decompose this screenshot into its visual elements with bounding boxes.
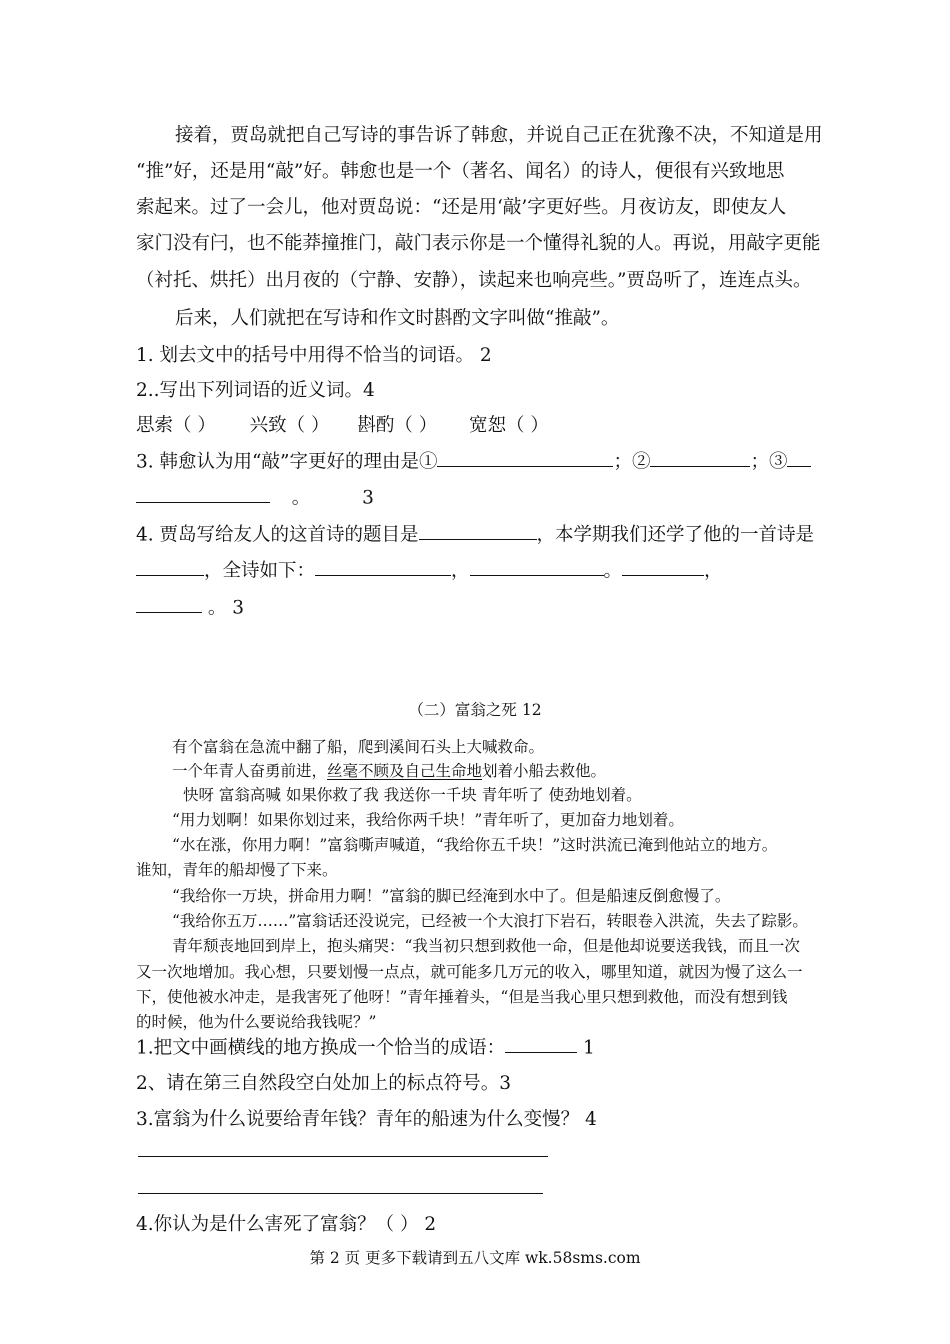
story-question-4: 4.你认为是什么害死了富翁？（ ） 2	[136, 1214, 437, 1235]
q3-sep1: ；②	[613, 451, 651, 473]
synonym-word-3: 斟酌（ ）	[357, 415, 438, 436]
story-question-1	[136, 1033, 595, 1059]
question-1: 1. 划去文中的括号中用得不恰当的词语。 2	[136, 345, 492, 366]
story-p8-line1: 青年颓丧地回到岸上，抱头痛哭：“我当初只想到救他一命，但是他却说要送我钱，而且一次	[172, 937, 800, 955]
story-p3: 快呀 富翁高喊 如果你救了我 我送你一千块 青年听了 使劲地划着。	[183, 786, 642, 804]
q4-comma2: ，	[704, 560, 723, 582]
answer-blank-4f[interactable]	[136, 593, 202, 613]
answer-blank-3b[interactable]	[650, 447, 750, 467]
story-p2	[172, 759, 606, 781]
passage-line-3: 索起来。过了一会儿，他对贾岛说：“还是用‘敲’字更好些。月夜访友，即使友人	[136, 197, 787, 218]
story-question-1-text: 1.把文中画横线的地方换成一个恰当的成语：	[136, 1037, 506, 1059]
story-p7: “我给你五万……”富翁话还没说完，已经被一个大浪打下岩石，转眼卷入洪流，失去了踪影。	[172, 912, 808, 930]
answer-blank-4e[interactable]	[622, 556, 704, 576]
passage-line-4: 家门没有闩，也不能莽撞推门，敲门表示你是一个懂得礼貌的人。再说，用敲字更能	[136, 233, 821, 254]
story-p5-line2: 谁知，青年的船却慢了下来。	[136, 861, 338, 879]
story-p1: 有个富翁在急流中翻了船，爬到溪间石头上大喊救命。	[172, 738, 545, 756]
story-p8-line3: 下，使他被水冲走，是我害死了他呀！”青年捶着头，“但是当我心里只想到救他，而没有想到钱	[136, 988, 788, 1006]
question-3	[136, 447, 811, 473]
question-2: 2..写出下列词语的近义词。4	[136, 380, 375, 401]
q4-score: 3	[232, 597, 245, 619]
answer-blank-4d[interactable]	[470, 556, 604, 576]
story-p2-before: 一个年青人奋勇前进，	[172, 762, 328, 780]
q3-sep2: ；③	[750, 451, 788, 473]
story-p2-after: 划着小船去救他。	[482, 762, 607, 780]
passage-line-6: 后来，人们就把在写诗和作文时斟酌文字叫做“推敲”。	[175, 308, 620, 329]
story-p2-underlined: 丝毫不顾及自己生命地	[327, 762, 483, 780]
story-p6: “我给你一万块，拼命用力啊！”富翁的脚已经淹到水中了。但是船速反倒愈慢了。	[172, 887, 731, 905]
answer-blank-4a[interactable]	[419, 520, 537, 540]
answer-line-2[interactable]	[138, 1193, 543, 1194]
synonym-word-1: 思索（ ）	[136, 415, 216, 436]
section-2-title: （二）富翁之死 12	[408, 701, 542, 719]
answer-blank-3a[interactable]	[437, 447, 613, 467]
story-p4: “用力划啊！如果你划过来，我给你两千块！”青年听了，更加奋力地划着。	[172, 811, 684, 829]
story-p8-line4: 的时候，他为什么要说给我钱呢？”	[136, 1013, 377, 1031]
passage-line-1: 接着，贾岛就把自己写诗的事告诉了韩愈，并说自己正在犹豫不决，不知道是用	[175, 125, 823, 146]
q4-period: 。	[603, 560, 623, 582]
question-4-line3	[136, 593, 244, 619]
story-question-1-score: 1	[583, 1037, 595, 1059]
answer-blank-idiom[interactable]	[505, 1033, 577, 1053]
page-footer: 第 2 页 更多下载请到五八文库 wk.58sms.com	[309, 1249, 641, 1267]
synonym-row	[136, 411, 549, 437]
answer-blank-4b[interactable]	[136, 556, 204, 576]
synonym-word-2: 兴致（ ）	[249, 415, 330, 436]
question-4-text: 4. 贾岛写给友人的这首诗的题目是	[136, 524, 419, 546]
q3-end: 。	[291, 487, 311, 509]
story-p5-line1: “水在涨，你用力啊！”富翁嘶声喊道，“我给你五千块！”这时洪流已淹到他站立的地方。	[172, 836, 778, 854]
passage-line-5: （衬托、烘托）出月夜的（宁静、安静），读起来也响亮些。”贾岛听了，连连点头。	[136, 270, 812, 291]
q3-score: 3	[362, 487, 374, 509]
story-question-3: 3.富翁为什么说要给青年钱？青年的船速为什么变慢？ 4	[136, 1109, 597, 1130]
story-p8-line2: 又一次地增加。我心想，只要划慢一点点，就可能多几万元的收入，哪里知道，就因为慢了这么一	[136, 963, 803, 981]
answer-line-1[interactable]	[138, 1156, 548, 1157]
q4-comma: ，	[451, 560, 470, 582]
answer-blank-3c[interactable]	[787, 447, 811, 467]
answer-blank-4c[interactable]	[315, 556, 451, 576]
story-question-2: 2、请在第三自然段空白处加上的标点符号。3	[136, 1073, 512, 1094]
question-3-text: 3. 韩愈认为用“敲”字更好的理由是①	[136, 451, 438, 473]
question-4-line2	[136, 556, 723, 582]
synonym-word-4: 宽恕（ ）	[469, 415, 549, 436]
passage-line-2: “推”好，还是用“敲”好。韩愈也是一个（著名、闻名）的诗人，便很有兴致地思	[136, 161, 785, 182]
q4-end: 。	[207, 597, 227, 619]
question-3-cont	[136, 483, 374, 509]
question-4	[136, 520, 814, 546]
q4-mid: ，本学期我们还学了他的一首诗是	[536, 524, 815, 546]
q4-l2a: ，全诗如下：	[204, 560, 316, 582]
answer-blank-3c-cont[interactable]	[136, 483, 270, 503]
